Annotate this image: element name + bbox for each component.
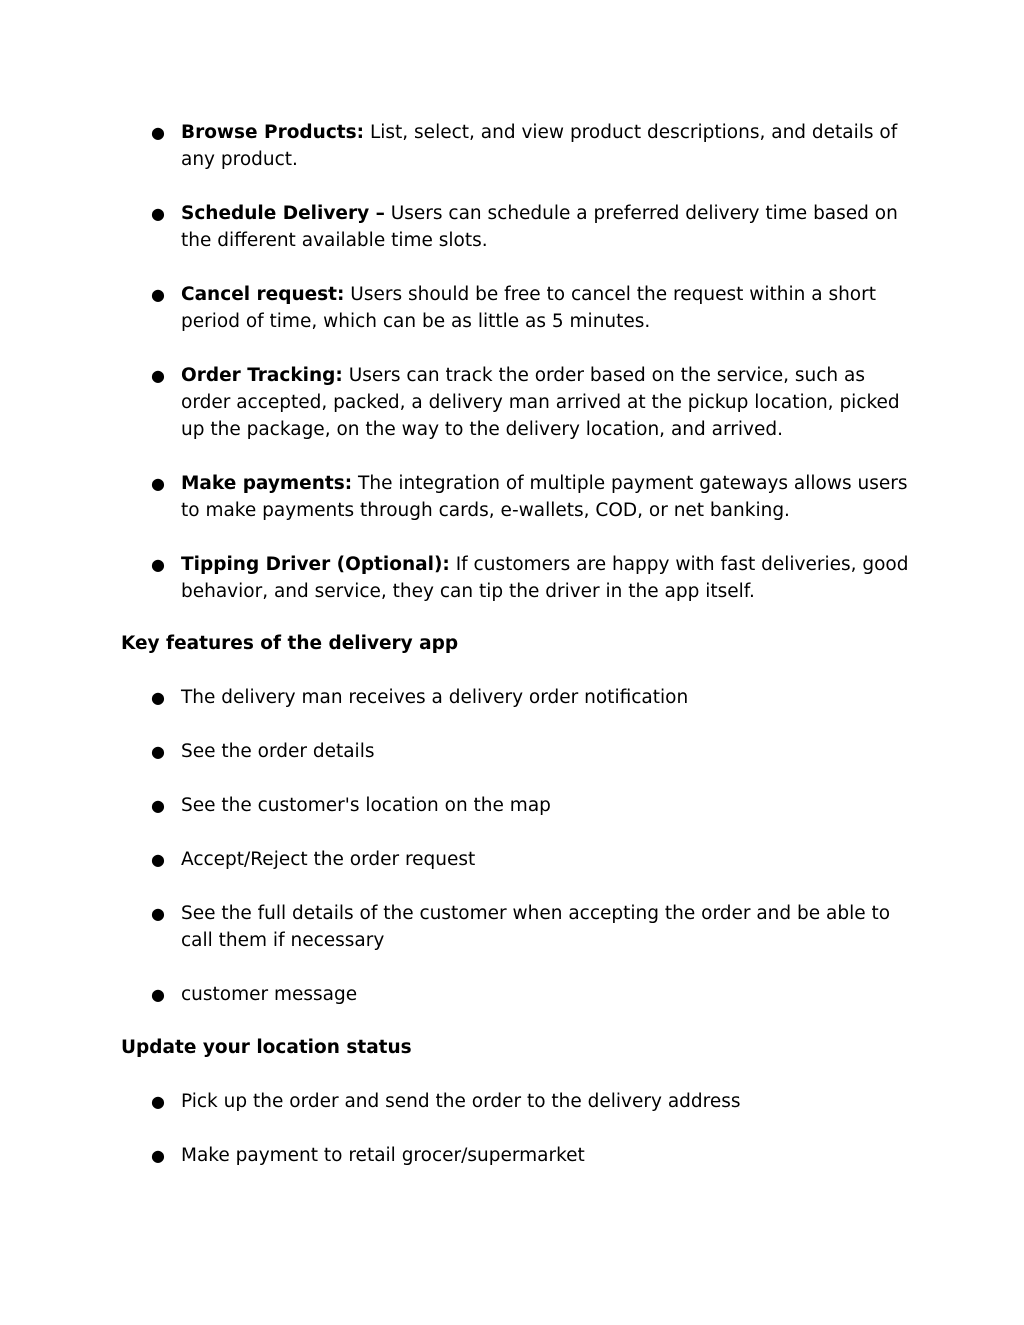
bullet-icon: ● bbox=[151, 985, 165, 1004]
list-item bbox=[121, 684, 921, 711]
section-heading-delivery-app: Key features of the delivery app bbox=[121, 633, 459, 654]
bullet-icon: ● bbox=[151, 1092, 165, 1111]
list-item bbox=[121, 792, 921, 819]
list-item bbox=[121, 470, 921, 524]
bullet-icon: ● bbox=[151, 474, 165, 493]
list-item bbox=[121, 981, 921, 1008]
list-item-text: customer message bbox=[181, 984, 358, 1005]
list-item-text: The delivery man receives a delivery order notification bbox=[181, 687, 689, 708]
bullet-icon: ● bbox=[151, 742, 165, 761]
feature-term: Make payments: bbox=[181, 473, 353, 494]
list-item bbox=[121, 281, 921, 335]
bullet-icon: ● bbox=[151, 555, 165, 574]
section-heading-location-status: Update your location status bbox=[121, 1037, 412, 1058]
list-item-text: Accept/Reject the order request bbox=[181, 849, 476, 870]
feature-term: Browse Products: bbox=[181, 122, 365, 143]
list-item bbox=[121, 846, 921, 873]
bullet-icon: ● bbox=[151, 204, 165, 223]
feature-description: Users can track the order based on the service, such as order accepted, packed, a delivery man arrived at the pickup location, picked up the package, on the way to the delivery location, and arrived. bbox=[181, 365, 900, 440]
list-item bbox=[121, 1142, 921, 1169]
bullet-icon: ● bbox=[151, 1146, 165, 1165]
list-item bbox=[121, 551, 921, 605]
list-item bbox=[121, 900, 921, 954]
bullet-icon: ● bbox=[151, 850, 165, 869]
feature-description: List, select, and view product descriptions, and details of any product. bbox=[181, 122, 898, 170]
feature-description: The integration of multiple payment gateways allows users to make payments through cards, e-wallets, COD, or net banking. bbox=[181, 473, 908, 521]
feature-term: Tipping Driver (Optional): bbox=[181, 554, 450, 575]
bullet-icon: ● bbox=[151, 285, 165, 304]
list-item-text: See the customer's location on the map bbox=[181, 795, 551, 816]
list-item bbox=[121, 1088, 921, 1115]
feature-description: Users should be free to cancel the request within a short period of time, which can be as little as 5 minutes. bbox=[181, 284, 876, 332]
bullet-icon: ● bbox=[151, 688, 165, 707]
list-item-text: See the full details of the customer when accepting the order and be able to call them if necessary bbox=[181, 903, 891, 951]
feature-term: Cancel request: bbox=[181, 284, 345, 305]
customer-features-list bbox=[121, 119, 921, 632]
list-item-text: See the order details bbox=[181, 741, 375, 762]
list-item bbox=[121, 738, 921, 765]
bullet-icon: ● bbox=[151, 904, 165, 923]
bullet-icon: ● bbox=[151, 796, 165, 815]
bullet-icon: ● bbox=[151, 123, 165, 142]
list-item-text: Pick up the order and send the order to the delivery address bbox=[181, 1091, 741, 1112]
feature-term: Order Tracking: bbox=[181, 365, 343, 386]
feature-description: Users can schedule a preferred delivery time based on the different available time slots. bbox=[181, 203, 898, 251]
feature-description: If customers are happy with fast deliveries, good behavior, and service, they can tip the driver in the app itself. bbox=[181, 554, 909, 602]
delivery-app-features-list bbox=[121, 684, 921, 1035]
list-item-text: Make payment to retail grocer/supermarket bbox=[181, 1145, 585, 1166]
location-status-list bbox=[121, 1088, 921, 1196]
list-item bbox=[121, 362, 921, 443]
feature-term: Schedule Delivery – bbox=[181, 203, 385, 224]
list-item bbox=[121, 200, 921, 254]
bullet-icon: ● bbox=[151, 366, 165, 385]
list-item bbox=[121, 119, 921, 173]
